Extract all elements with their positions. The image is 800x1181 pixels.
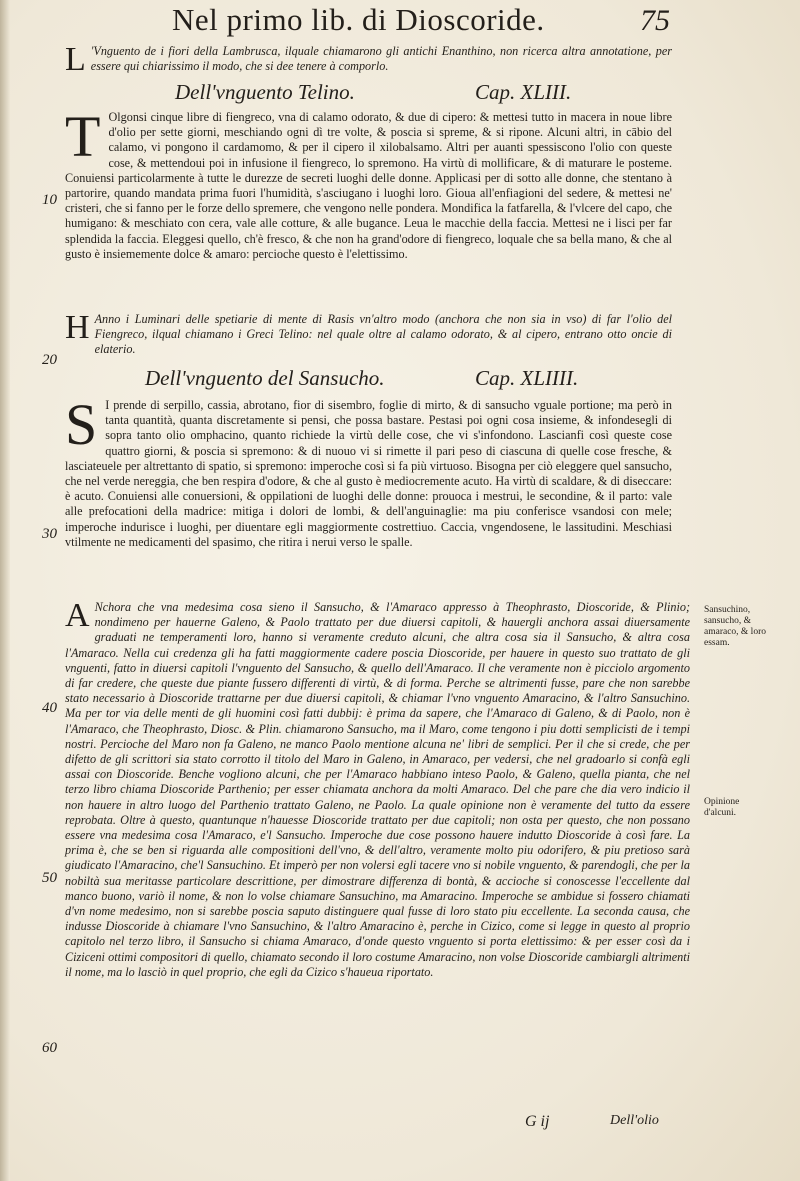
chapter-body-telino xyxy=(65,104,672,262)
annotation-dropcap: A xyxy=(65,597,90,634)
line-number: 20 xyxy=(42,352,57,368)
annotation-text: Nchora che vna medesima cosa sieno il Sansucho, & l'Amaraco appresso à Theophrasto, Dioscoride, & Plinio; nondimeno per hauerne Galeno, & Paolo trattato per due diuersi capitoli, & hauergli anchora assai diuersamente graduati ne temperamenti loro, hanno si veramente creduto alcuni, che altra cosa sia il Sansucho, & altra cosa l'Amaraco. Nella cui credenza gli ha fatti maggiormente cadere poscia Dioscoride, per hauere in questo suo trattato de gli vnguenti, fatto in diuersi capitoli l'vnguento del Sansucho, & quello dell'Amaraco. Il che veramente non è picciolo argomento di far credere, che queste due piante fussero differenti di virtù, & di forma. Perche se altrimenti fusse, pare che non sarebbe stato necessario à Dioscoride trattarne per due diuersi capitoli, & chiamar l'vno vnguento Amaracino, & l'altro Sansuchino. Ma per tor via delle menti de gli huomini così fatti dubbij: è prima da sapere, che l'Amaraco di Galeno, & di Paolo, non è l'Amaraco, che Theophrasto, Diosc. & Plin. chiamarono Sansucho, ma il Maro, come tengono i piu dotti semplicisti de i tempi nostri. Percioche del Maro non fa Galeno, ne manco Paolo mentione alcuna ne' libri de semplici. Per il che si crede, che per difetto de gli scrittori sia stato corrotto il titolo del Maro in Galeno, in Amaraco, per vedersi, che nel gradoarlo si confà egli assai con Dioscoride. Benche vogliono alcuni, che per l'Amaraco habbiano inteso Paolo, & Galeno, quella pianta, che nel terzo libro chiama Dioscoride Parthenio; per esser chiamata anchora da molti Amaraco. Del che pare che dia vero indicio il non hauere in altro luogo del Parthenio trattato Galeno, ne Paolo. La quale opinione non è veramente del tutto da essere reprobata. Oltre à questo, quantunque n'hauesse Dioscoride trattato per due capitoli; non osta per questo, che non possano essere vna medesima cosa l'Amaraco, e'l Sansucho. Imperoche due cose possono hauere indutto Dioscoride à così fare. La prima è, che se ben si riguarda alle compositioni dell'vno, & dell'altro, veramente molto piu odorifero, & piu pretioso sarà giudicato l'Amaracino, che'l Sansuchino. Et imperò per non volersi egli tacere vno si nobile vnguento, & parendogli, che per la nobiltà sua meritasse particolare descrittione, per dimostrare differenza di bontà, & accioche si conoscesse l'eccellente dal manco buono, variò il nome, & non lo volse chiamare Sansuchino, ma Amaracino. Imperoche se ambidue si fossero chiamati d'vn nome medesimo, non si sarebbe poscia saputo distinguere qual fusse di loro stato piu eccellente. La seconda causa, che indusse Dioscoride à chiamare l'vno Sansuchino, & l'altro Amaracino è, perche in Cizico, come si legge in questo al proprio capitolo nel terzo libro, il Sansucho si chiama Amaraco, d'onde questo vnguento si porta elettissimo: & per esser così da i Ciziceni ottimi compositori di quello, chiamato secondo il loro costume Amaracino, non volse Dioscoride cambiargli altrimenti il nome, ma lo lasciò in quel proprio, che egli da Cizico s'haueua riportato. xyxy=(65,600,690,979)
line-number: 30 xyxy=(42,526,57,542)
intro-dropcap: L xyxy=(65,41,86,78)
chapter-body-sansucho xyxy=(65,392,672,550)
annotation-dropcap: H xyxy=(65,309,90,346)
signature-mark: G ij xyxy=(525,1113,550,1130)
page-header xyxy=(150,2,710,42)
chapter-title: Dell'vnguento Telino. xyxy=(175,80,355,104)
chapter-body-text: Olgonsi cinque libre di fiengreco, vna di calamo odorato, & due di cipero: & mettesi tutto in macera in noue libre d'olio per sette giorni, meschiando ogni dì tre volte, & poscia si spreme, & si ripone. Alcuni altri, in cābio del calamo, vi pongono il cardamomo, & per il cipero il xilobalsamo. Altri per auanti spessiscono l'olio con queste cose, & mettendoui poi in infusione il fiengreco, lo spremono. Ha virtù di mollificare, & di maturare le posteme. Conuiensi particolarmente à tutte le durezze de secreti luoghi delle donne. Applicasi per di sotto alle donne, che stentano à partorire, quando mandata prima fuori l'humidità, s'asciugano i luoghi loro. Gioua all'enfiagioni del sedere, & mettesi ne' cristeri, che si fanno per le forze dello spremere, che vengono nelle pondera. Mondifica la fatfarella, & l'vlcere del capo, che humigano: & meschiato con cera, vale alle cotture, & alle bugance. Leua le macchie della faccia. Mettesi ne i lisci per far splendida la faccia. Eleggesi quello, ch'è fresco, & che non ha grand'odore di fiengreco, loquale che sa bella mano, & che al gusto è insiememente dolce & amaro: percioche questo è l'elettissimo. xyxy=(65,110,672,261)
margin-note-opinione: Opinione d'alcuni. xyxy=(704,797,740,818)
line-number: 50 xyxy=(42,870,57,886)
annotation-sansucho xyxy=(65,597,690,980)
annotation-text: Anno i Luminari delle spetiarie di mente di Rasis vn'altro modo (anchora che non sia in vso) di far l'olio del Fiengreco, ilqual chiamano i Greci Telino: nel quale oltre al calamo odorato, & al cipero, entrano otto oncie di elaterio. xyxy=(94,312,672,357)
chapter-dropcap: S xyxy=(65,392,98,457)
catchword: Dell'olio xyxy=(610,1113,659,1128)
annotation-telino xyxy=(65,309,672,358)
running-title: Nel primo lib. di Dioscoride. xyxy=(172,2,545,37)
chapter-dropcap: T xyxy=(65,104,101,169)
folio-number: 75 xyxy=(640,4,670,37)
chapter-heading-sansucho xyxy=(65,366,672,396)
margin-note-sansuchino: Sansuchino, sansucho, & amaraco, & loro essam. xyxy=(704,605,766,648)
line-number: 60 xyxy=(42,1040,57,1056)
chapter-title: Dell'vnguento del Sansucho. xyxy=(145,366,385,390)
chapter-body-text: I prende di serpillo, cassia, abrotano, fior di sisembro, foglie di mirto, & di sansucho vguale portione; ma però in tanta quantità, quanta discretamente si pensi, che possa bastare. Pestasi poi ogni cosa insieme, & infondesegli di sopra tanto olio omphacino, quanto richiede la virtù delle cose, che vi s'infondono. Lascianfi così queste cose quattro giorni, & poscia si spremono: & di nuouo vi si rimette il pari peso di ciascuna di quelle cose fresche, & lasciateuele per altrettanto di spatio, si spremono: imperoche così si fa più virtuoso. Bisogna per ciò eleggere quel sansucho, che nel verde nereggia, che ben respira d'odore, & che al gusto è mediocremente acuto. Ha virtù di scaldare, & di diseccare: è acuto. Conuiensi alle conuersioni, & oppilationi de luoghi delle donne: prouoca i mestrui, le secondine, & il parto: vale alle prefocationi della madrice: mitiga i dolori de lombi, & dell'anguinaglie: ma piu conferisce vsandosi con mele; imperoche indurisce i luoghi, per diuentare egli maggiormente costrettiuo. Caccia, vngendosene, le lassitudini. Meschiasi vtilmente ne medicamenti del spasimo, che ritira i nerui verso le spalle. xyxy=(65,398,672,549)
page-gutter-shadow xyxy=(0,0,10,1181)
intro-annotation xyxy=(65,41,672,78)
chapter-heading-telino xyxy=(65,80,672,110)
chapter-number: Cap. XLIII. xyxy=(475,80,572,104)
chapter-number: Cap. XLIIII. xyxy=(475,366,579,390)
intro-annotation-text: 'Vnguento de i fiori della Lambrusca, ilquale chiamarono gli antichi Enanthino, non ricerca altra annotatione, per essere qui chiarissimo il modo, che si dee tenere à comporlo. xyxy=(90,44,672,74)
line-number: 40 xyxy=(42,700,57,716)
line-number: 10 xyxy=(42,192,57,208)
